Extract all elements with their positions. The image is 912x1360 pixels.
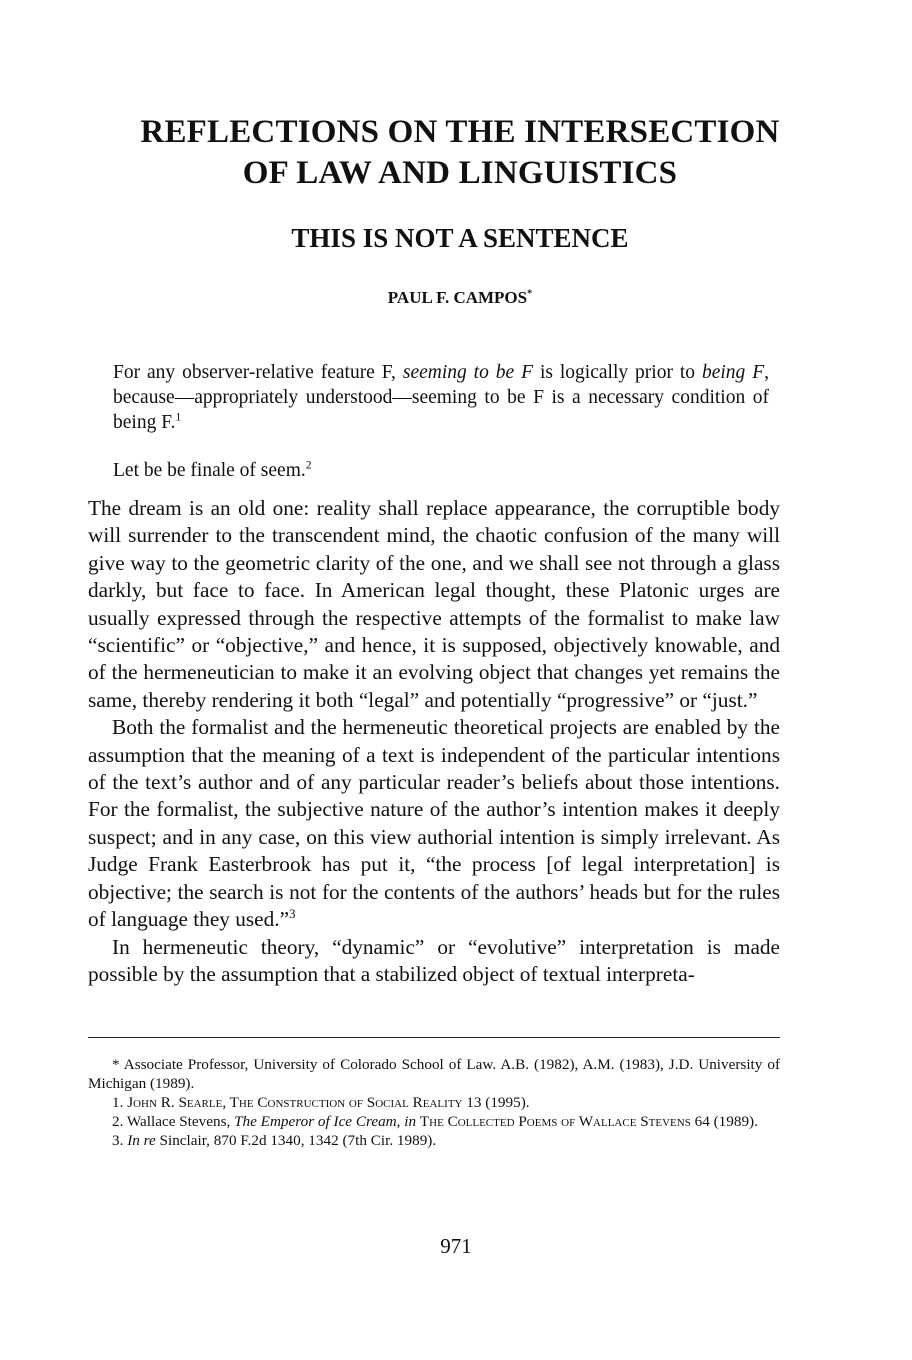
epigraph-italic: being F	[701, 362, 765, 383]
footnote-title: The Emperor of Ice Cream	[234, 1113, 397, 1130]
author-byline	[60, 287, 860, 309]
footnote-text: Sinclair, 870 F.2d 1340, 1342 (7th Cir. 1989).	[155, 1132, 437, 1149]
footnote-text: Wallace Stevens,	[126, 1113, 235, 1130]
footnote-number: 2.	[112, 1113, 124, 1130]
body-text	[88, 495, 780, 988]
footnote-text: Associate Professor, University of Colorado School of Law. A.B. (1982), A.M. (1983), J.D. University of Michigan (1989).	[88, 1056, 780, 1092]
author-name: PAUL F. CAMPOS	[387, 288, 528, 307]
footnote-ref-2: 2	[305, 458, 312, 472]
article-title	[60, 112, 860, 194]
footnote-citation: The Collected Poems of Wallace Stevens	[419, 1113, 691, 1130]
body-paragraph: The dream is an old one: reality shall replace appearance, the corruptible body will surrender to the transcendent mind, the chaotic confusion of the many will give way to the geometric clarity of the one, and we shall see not through a glass darkly, but face to face. In American legal thought, these Platonic urges are usually expressed through the respective attempts of the formalist to make law “scientific” or “objective,” and hence, it is supposed, objectively knowable, and of the hermeneutician to make it an evolving object that changes yet remains the same, thereby rendering it both “legal” and potentially “progressive” or “just.”	[88, 496, 780, 712]
epigraph-searle	[113, 360, 769, 435]
footnote-mark: *	[112, 1056, 120, 1073]
epigraph-italic: seeming to be F	[402, 362, 534, 383]
footnote-2	[88, 1112, 780, 1131]
footnote-ref-1: 1	[175, 410, 182, 424]
paragraph-text: Both the formalist and the hermeneutic theoretical projects are enabled by the assumption that the meaning of a text is independent of the particular intentions of the text’s author and of any particular reader’s beliefs about those intentions. For the formalist, the subjective nature of the author’s intention makes it deeply suspect; and in any case, on this view authorial intention is simply irrelevant. As Judge Frank Easterbrook has put it, “the process [of legal interpretation] is objective; the search is not for the contents of the authors’ heads but for the rules of language they used.”	[88, 715, 780, 932]
epigraph-text: , because—appropriately understood—seeming to be F is a necessary condition of being F.	[113, 362, 770, 433]
footnote-number: 3.	[112, 1132, 124, 1149]
footnote-3	[88, 1131, 780, 1150]
article-subtitle: THIS IS NOT A SENTENCE	[291, 223, 629, 253]
footnote-italic: In re	[127, 1132, 156, 1149]
title-line-1: REFLECTIONS ON THE INTERSECTION	[140, 114, 780, 150]
epigraph-text: For any observer-relative feature F,	[113, 362, 403, 383]
page-number: 971	[440, 1234, 472, 1258]
footnote-author	[88, 1055, 780, 1093]
footnotes	[88, 1055, 780, 1150]
footnote-citation: John R. Searle, The Construction of Social Reality	[127, 1094, 463, 1111]
body-paragraph	[88, 714, 780, 933]
footnote-divider	[88, 1037, 780, 1038]
epigraph-text: Let be be finale of seem.	[113, 460, 306, 481]
author-footnote-mark: *	[527, 288, 533, 300]
footnote-italic: in	[404, 1113, 417, 1130]
epigraph-text: is logically prior to	[533, 362, 702, 383]
footnote-text: 64 (1989).	[690, 1113, 758, 1130]
footnote-text: 13 (1995).	[462, 1094, 530, 1111]
footnote-ref-3: 3	[289, 907, 296, 921]
epigraph-stevens	[113, 458, 769, 483]
title-line-2: OF LAW AND LINGUISTICS	[242, 155, 678, 191]
footnote-number: 1.	[112, 1094, 124, 1111]
body-paragraph: In hermeneutic theory, “dynamic” or “evolutive” interpretation is made possible by the assumption that a stabilized object of textual interpreta-	[88, 934, 780, 986]
footnote-1	[88, 1093, 780, 1112]
footnote-text: ,	[396, 1113, 405, 1130]
